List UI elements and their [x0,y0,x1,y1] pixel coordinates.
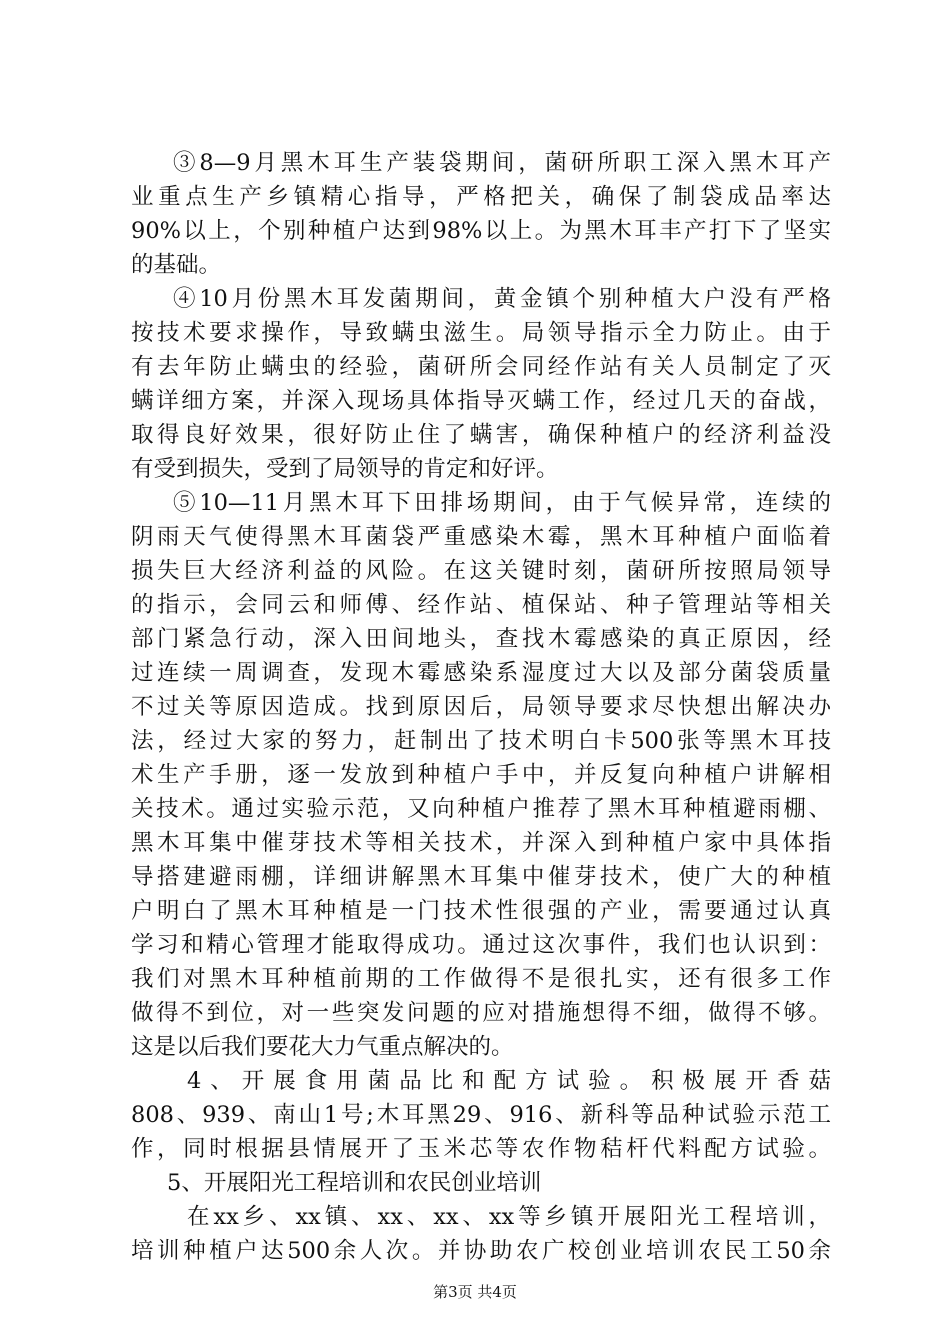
paragraph-line: 4、开展食用菌品比和配方试验。积极展开香菇 [187,1068,831,1094]
paragraph-line: 学习和精心管理才能取得成功。通过这次事件，我们也认识到： [131,932,831,958]
paragraph-line: 部门紧急行动，深入田间地头，查找木霉感染的真正原因，经 [131,626,831,652]
paragraph-line: 关技术。通过实验示范，又向种植户推荐了黑木耳种植避雨棚、 [131,796,831,822]
paragraph-line: 导搭建避雨棚，详细讲解黑木耳集中催芽技术，使广大的种植 [131,864,831,890]
paragraph-line: 阴雨天气使得黑木耳菌袋严重感染木霉，黑木耳种植户面临着 [131,524,831,550]
paragraph-line: 在xx乡、xx镇、xx、xx、xx等乡镇开展阳光工程培训， [187,1204,831,1230]
paragraph-line: 90%以上，个别种植户达到98%以上。为黑木耳丰产打下了坚实 [131,218,831,244]
paragraph-line: 法，经过大家的努力，赶制出了技术明白卡500张等黑木耳技 [131,728,831,754]
paragraph-line: 我们对黑木耳种植前期的工作做得不是很扎实，还有很多工作 [131,966,831,992]
paragraph-line: 的指示，会同云和师傅、经作站、植保站、种子管理站等相关 [131,592,831,618]
paragraph-line: ③8—9月黑木耳生产装袋期间，菌研所职工深入黑木耳产 [173,150,831,176]
paragraph-line: 做得不到位，对一些突发问题的应对措施想得不细，做得不够。 [131,1000,831,1026]
section-heading: 5、开展阳光工程培训和农民创业培训 [167,1170,542,1196]
paragraph-line: 作，同时根据县情展开了玉米芯等农作物秸杆代料配方试验。 [131,1136,831,1162]
paragraph-line: 术生产手册，逐一发放到种植户手中，并反复向种植户讲解相 [131,762,831,788]
paragraph-line: 业重点生产乡镇精心指导，严格把关，确保了制袋成品率达 [131,184,831,210]
paragraph-line: 的基础。 [131,252,222,278]
paragraph-line: ⑤10—11月黑木耳下田排场期间，由于气候异常，连续的 [173,490,831,516]
paragraph-line: 黑木耳集中催芽技术等相关技术，并深入到种植户家中具体指 [131,830,831,856]
paragraph-line: 按技术要求操作，导致螨虫滋生。局领导指示全力防止。由于 [131,320,831,346]
document-body [131,146,831,1268]
paragraph-line: 有受到损失，受到了局领导的肯定和好评。 [131,456,559,482]
paragraph-line: 损失巨大经济利益的风险。在这关键时刻，菌研所按照局领导 [131,558,831,584]
paragraph-line: 取得良好效果，很好防止住了螨害，确保种植户的经济利益没 [131,422,831,448]
paragraph-line: ④10月份黑木耳发菌期间，黄金镇个别种植大户没有严格 [173,286,831,312]
paragraph-line: 螨详细方案，并深入现场具体指导灭螨工作，经过几天的奋战， [131,388,831,414]
paragraph-line: 有去年防止螨虫的经验，菌研所会同经作站有关人员制定了灭 [131,354,831,380]
paragraph-line: 过连续一周调查，发现木霉感染系湿度过大以及部分菌袋质量 [131,660,831,686]
paragraph-line: 户明白了黑木耳种植是一门技术性很强的产业，需要通过认真 [131,898,831,924]
paragraph-line: 808、939、南山1号;木耳黑29、916、新科等品种试验示范工 [131,1102,831,1128]
paragraph-line: 这是以后我们要花大力气重点解决的。 [131,1034,514,1060]
paragraph-line: 不过关等原因造成。找到原因后，局领导要求尽快想出解决办 [131,694,831,720]
page-number-footer: 第3页 共4页 [433,1283,517,1301]
paragraph-line: 培训种植户达500余人次。并协助农广校创业培训农民工50余 [131,1238,831,1264]
